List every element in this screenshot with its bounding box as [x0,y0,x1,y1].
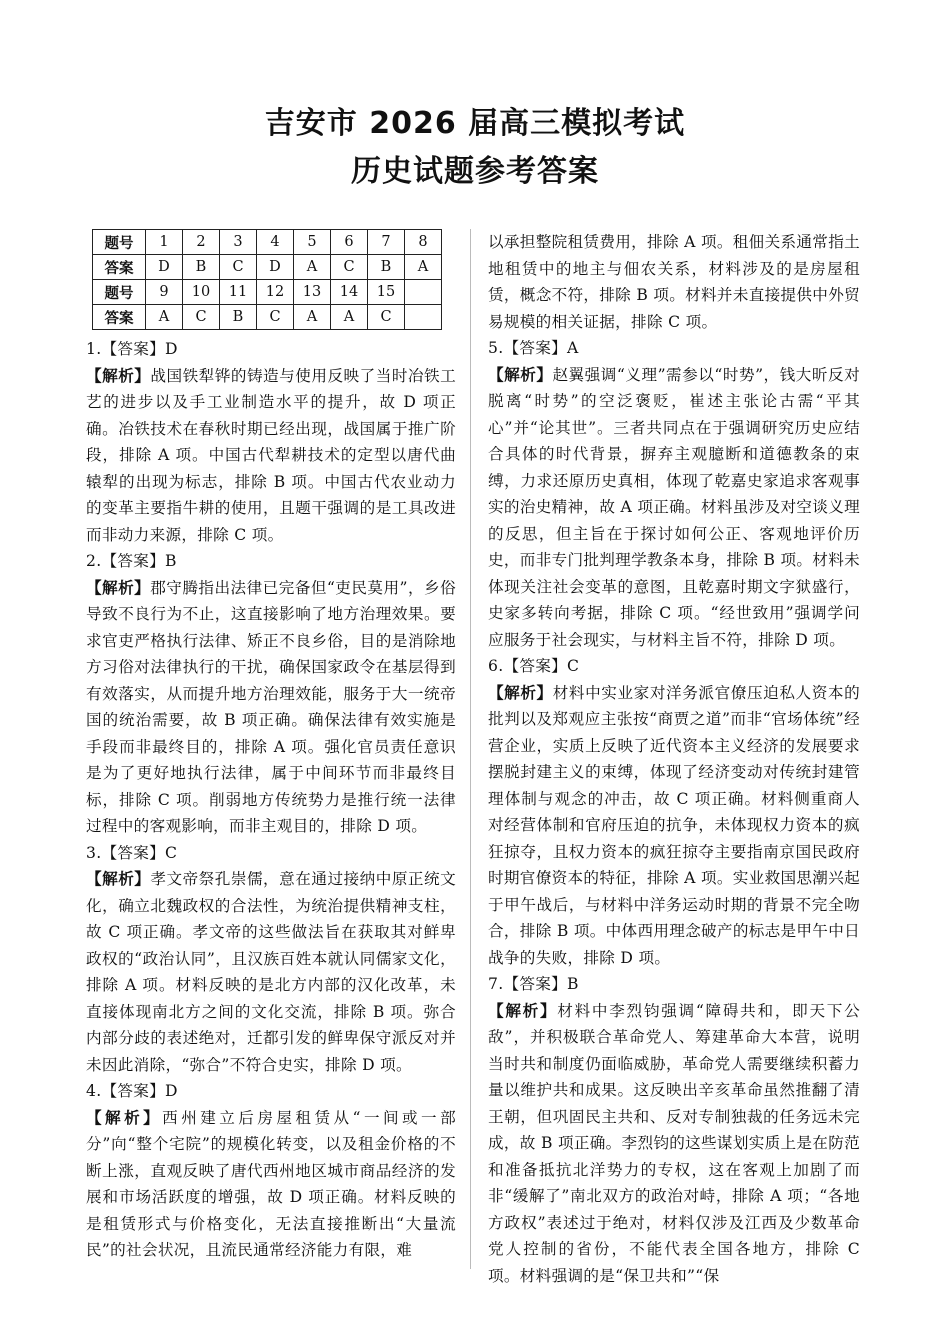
right-column [488,229,860,1289]
analysis-label: 【解析】 [86,1107,163,1127]
answer-heading: 2.【答案】B [86,552,177,570]
analysis-paragraph [488,362,860,654]
analysis-paragraph [488,998,860,1290]
table-row [93,255,442,280]
table-cell [405,305,442,330]
table-cell: A [331,305,368,330]
table-cell: C [220,255,257,280]
table-cell: 1 [146,230,183,255]
column-divider [470,229,471,1269]
table-cell: C [257,305,294,330]
table-row [93,230,442,255]
analysis-label: 【解析】 [86,577,151,597]
table-cell: 2 [183,230,220,255]
left-column [86,336,456,1264]
analysis-paragraph [86,363,456,549]
analysis-paragraph [86,575,456,840]
table-cell: B [368,255,405,280]
table-cell: C [183,305,220,330]
table-cell: 6 [331,230,368,255]
table-cell: D [146,255,183,280]
table-cell: 3 [220,230,257,255]
answer-heading: 3.【答案】C [86,843,178,862]
table-cell: 5 [294,230,331,255]
analysis-label: 【解析】 [86,365,151,385]
table-cell: A [294,255,331,280]
analysis-text: 材料中李烈钧强调“障碍共和，即天下公敌”，并积极联合革命党人、筹建革命大本营，说明当时共和制度仍面临威胁，革命党人需要继续积蓄力量以维护共和成果。这反映出辛亥革命虽然推翻了清王朝，但巩固民主共和、反对专制独裁的任务远未完成，故 B 项正确。李烈钧的这些谋划实质上是在防范和准备抵抗北洋势力的专权，这在客观上加剧了而非“缓解了”南北双方的政治对峙，排除 A 项；“各地方政权”表述过于绝对，材料仅涉及江西及少数革命党人控制的省份，不能代表全国各地方，排除 C 项。材料强调的是“保卫共和”“保 [488,1001,860,1285]
analysis-paragraph [488,680,860,972]
analysis-text: 西州建立后房屋租赁从“一间或一部分”向“整个宅院”的规模化转变，以及租金价格的不断上涨，直观反映了唐代西州地区城市商品经济的发展和市场活跃度的增强，故 D 项正确。材料反映的是租赁形式与价格变化，无法直接推断出“大量流民”的社会状况，且流民通常经济能力有限，难 [86,1108,456,1259]
table-cell: D [257,255,294,280]
analysis-label: 【解析】 [488,1000,558,1020]
document-subtitle: 历史试题参考答案 [351,154,599,189]
row-header: 题号 [93,280,146,305]
table-cell: 15 [368,280,405,305]
answer-heading: 7.【答案】B [488,975,579,993]
analysis-label: 【解析】 [488,682,553,702]
answer-heading: 5.【答案】A [488,339,579,357]
table-cell: 12 [257,280,294,305]
table-cell: 9 [146,280,183,305]
table-cell: C [368,305,405,330]
document-title: 吉安市 2026 届高三模拟考试 [264,106,686,141]
table-cell [405,280,442,305]
answer-table [92,229,442,330]
table-cell: C [331,255,368,280]
table-cell: 4 [257,230,294,255]
table-cell: B [220,305,257,330]
table-row [93,305,442,330]
table-cell: 14 [331,280,368,305]
table-cell: 7 [368,230,405,255]
table-cell: 13 [294,280,331,305]
table-cell: A [405,255,442,280]
answer-heading: 4.【答案】D [86,1082,178,1100]
table-cell: 8 [405,230,442,255]
row-header: 题号 [93,230,146,255]
table-cell: A [146,305,183,330]
analysis-label: 【解析】 [488,364,553,384]
continued-paragraph: 以承担整院租赁费用，排除 A 项。租佃关系通常指土地租赁中的地主与佃农关系，材料涉及的是房屋租赁，概念不符，排除 B 项。材料并未直接提供中外贸易规模的相关证据，排除 C 项。 [488,233,860,331]
row-header: 答案 [93,255,146,280]
table-cell: A [294,305,331,330]
answer-heading: 6.【答案】C [488,657,580,675]
analysis-paragraph [86,1105,456,1264]
analysis-text: 赵翼强调“义理”需参以“时势”，钱大昕反对脱离“时势”的空泛褒贬，崔述主张论古需“平其心”并“论其世”。三者共同点在于强调研究历史应结合具体的时代背景，摒弃主观臆断和道德教条的束缚，力求还原历史真相，体现了乾嘉史家追求客观事实的治史精神，故 A 项正确。材料虽涉及对空谈义理的反思，但主旨在于探讨如何公正、客观地评价历史，而非专门批判理学教条本身，排除 B 项。材料未体现关注社会变革的意图，且乾嘉时期文字狱盛行，史家多转向考据，排除 C 项。“经世致用”强调学问应服务于社会现实，与材料主旨不符，排除 D 项。 [488,365,860,649]
table-cell: 11 [220,280,257,305]
analysis-text: 郡守腾指出法律已完备但“吏民莫用”，乡俗导致不良行为不止，这直接影响了地方治理效果。要求官吏严格执行法律、矫正不良乡俗，目的是消除地方习俗对法律执行的干扰，确保国家政令在基层得到有效落实，从而提升地方治理效能，服务于大一统帝国的统治需要，故 B 项正确。确保法律有效实施是手段而非最终目的，排除 A 项。强化官员责任意识是为了更好地执行法律，属于中间环节而非最终目标，排除 C 项。削弱地方传统势力是推行统一法律过程中的客观影响，而非主观目的，排除 D 项。 [86,578,456,835]
analysis-text: 孝文帝祭孔崇儒，意在通过接纳中原正统文化，确立北魏政权的合法性，为统治提供精神支柱，故 C 项正确。孝文帝的这些做法旨在获取其对鲜卑政权的“政治认同”，且汉族百姓本就认同儒家文化，排除 A 项。材料反映的是北方内部的汉化改革，未直接体现南北方之间的文化交流，排除 B 项。弥合内部分歧的表述绝对，迁都引发的鲜卑保守派反对并未因此消除，“弥合”不符合史实，排除 D 项。 [86,870,457,1074]
analysis-paragraph [86,866,456,1078]
analysis-text: 材料中实业家对洋务派官僚压迫私人资本的批判以及郑观应主张按“商贾之道”而非“官场体统”经营企业，实质上反映了近代资本主义经济的发展要求摆脱封建主义的束缚，体现了经济变动对传统封建管理体制与观念的冲击，故 C 项正确。材料侧重商人对经营体制和官府压迫的抗争，未体现权力资本的疯狂掠夺，且权力资本的疯狂掠夺主要指南京国民政府时期官僚资本的特征，排除 A 项。实业救国思潮兴起于甲午战后，与材料中洋务运动时期的背景不完全吻合，排除 B 项。中体西用理念破产的标志是甲午中日战争的失败，排除 D 项。 [488,683,860,967]
table-cell: 10 [183,280,220,305]
analysis-text: 战国铁犁铧的铸造与使用反映了当时冶铁工艺的进步以及手工业制造水平的提升，故 D 项正确。冶铁技术在春秋时期已经出现，战国属于推广阶段，排除 A 项。中国古代犁耕技术的定型以唐代曲辕犁的出现为标志，排除 B 项。中国古代农业动力的变革主要指牛耕的使用，且题干强调的是工具改进而非动力来源，排除 C 项。 [86,366,457,544]
analysis-label: 【解析】 [86,869,151,888]
table-cell: B [183,255,220,280]
table-row [93,280,442,305]
row-header: 答案 [93,305,146,330]
answer-heading: 1.【答案】D [86,340,178,358]
